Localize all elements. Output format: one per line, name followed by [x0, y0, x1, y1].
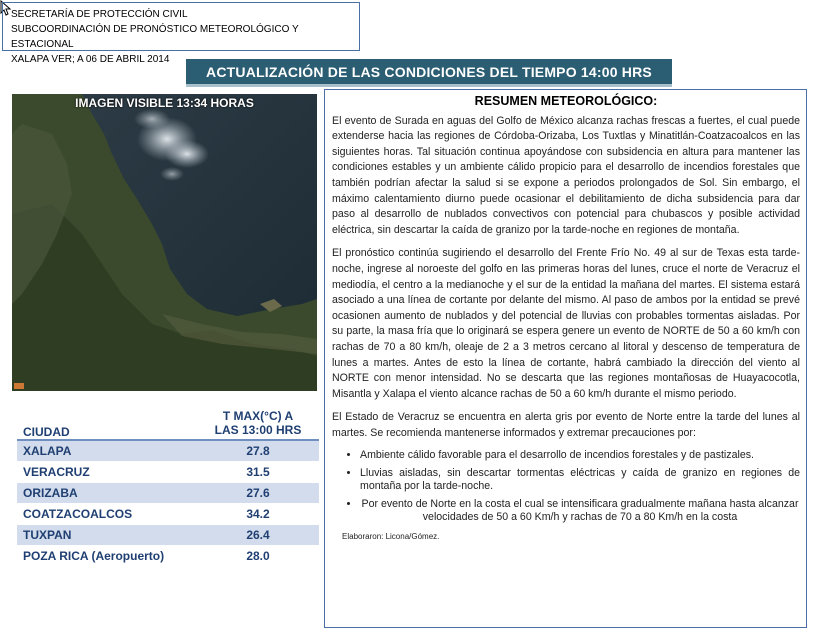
city-name: XALAPA	[17, 440, 197, 462]
tmax-value: 27.6	[197, 483, 319, 504]
city-name: TUXPAN	[17, 525, 197, 546]
table-row	[17, 483, 319, 504]
table-header-row	[17, 399, 319, 440]
list-item: • Por evento de Norte en la costa el cual se intensificara gradualmente mañana hasta alcanzar velocidades de 50 a 60 Km/h y rachas de 70 a 80 Km/h en la costa	[360, 498, 800, 524]
satellite-legend-mark	[14, 383, 24, 389]
summary-heading: RESUMEN METEOROLÓGICO:	[474, 94, 658, 108]
summary-paragraph: El evento de Surada en aguas del Golfo de México alcanza rachas frescas a fuertes, el cual puede extenderse hacia las regiones de Córdoba-Orizaba, Los Tuxtlas y Minatitlán-Coatzacoalcos en las siguientes horas. Tal situación continua apoyándose con subsidencia en altura para mantener las condiciones estables y un ambiente cálido propicio para el desarrollo de incendios forestales que también podrían afectar la salud si se expone a periodos prolongados de Sol. Sin embargo, el máximo calentamiento diurno puede ocasionar el debilitamiento de dicha subsidencia para dar paso al desarrollo de nublados convectivos con potencial para chubascos y posible actividad eléctrica, sin descartar la caída de granizo por la tarde-noche en regiones de montaña.	[332, 114, 800, 236]
summary-paragraph: El pronóstico continúa sugiriendo el desarrollo del Frente Frío No. 49 al sur de Texas esta tarde-noche, ingrese al noroeste del golfo en las primeras horas del lunes, cruce el norte de Veracruz el mediodía, el centro a la medianoche y el sur de la entidad la mañana del martes. El sistema estará asociado a una línea de cortante por delante del mismo. Al paso de ambos por la entidad se prevé ocasionen aumento de nublados y del potencial de lluvias con probables tormentas aisladas. Por su parte, la masa fría que lo originará se espera genere un evento de NORTE de 50 a 60 km/h con rachas de 70 a 80 km/h, oleaje de 2 a 3 metros cercano al litoral y descenso de temperatura de lunes a martes. Antes de esto la línea de cortante, habrá cambiado la dirección del viento al NORTE con menor intensidad. No se descarta que las regiones montañosas de Huayacocotla, Misantla y Xalapa el viento alcance rachas de 50 a 60 km/h durante el mismo periodo.	[332, 247, 800, 400]
page-title: ACTUALIZACIÓN DE LAS CONDICIONES DEL TIEMPO 14:00 HRS	[186, 59, 672, 84]
tmax-value: 34.2	[197, 504, 319, 525]
weather-summary-panel	[324, 89, 807, 628]
tmax-value: 31.5	[197, 462, 319, 483]
table-row	[17, 462, 319, 483]
list-item: • Ambiente cálido favorable para el desarrollo de incendios forestales y de pastizales.	[360, 449, 800, 462]
place-date: XALAPA VER; A 06 DE ABRIL 2014	[11, 54, 170, 65]
city-name: ORIZABA	[17, 483, 197, 504]
tmax-value: 27.8	[197, 440, 319, 462]
city-name: POZA RICA (Aeropuerto)	[17, 546, 197, 567]
list-item: • Lluvias aisladas, sin descartar tormentas eléctricas y caída de granizo en regiones de montaña por la tarde-noche.	[360, 467, 800, 493]
table-row	[17, 504, 319, 525]
table-row	[17, 525, 319, 546]
summary-paragraph: El Estado de Veracruz se encuentra en alerta gris por evento de Norte entre la tarde del lunes al martes. Se recomienda mantenerse informados y extremar precauciones por:	[332, 411, 800, 439]
satellite-image	[12, 94, 317, 391]
agency-subdivision: SUBCOORDINACIÓN DE PRONÓSTICO METEOROLÓGICO Y ESTACIONAL	[11, 24, 299, 50]
column-header-tmax	[197, 399, 319, 440]
agency-name: SECRETARÍA DE PROTECCIÓN CIVIL	[11, 9, 188, 20]
tmax-value: 28.0	[197, 546, 319, 567]
satellite-map-graphic	[12, 94, 317, 391]
column-header-city: CIUDAD	[17, 399, 197, 440]
table-row	[17, 546, 319, 567]
city-name: COATZACOALCOS	[17, 504, 197, 525]
satellite-caption: IMAGEN VISIBLE 13:34 HORAS	[75, 96, 254, 110]
credits: Elaboraron: Licona/Gómez.	[342, 532, 440, 542]
tmax-value: 26.4	[197, 525, 319, 546]
column-header-tmax-line2: LAS 13:00 HRS	[214, 423, 302, 437]
column-header-tmax-line1: T MAX(°C) A	[222, 409, 294, 423]
city-name: VERACRUZ	[17, 462, 197, 483]
temperature-table	[17, 399, 319, 567]
agency-header	[2, 2, 360, 65]
precautions-list	[332, 449, 800, 524]
table-row	[17, 440, 319, 462]
